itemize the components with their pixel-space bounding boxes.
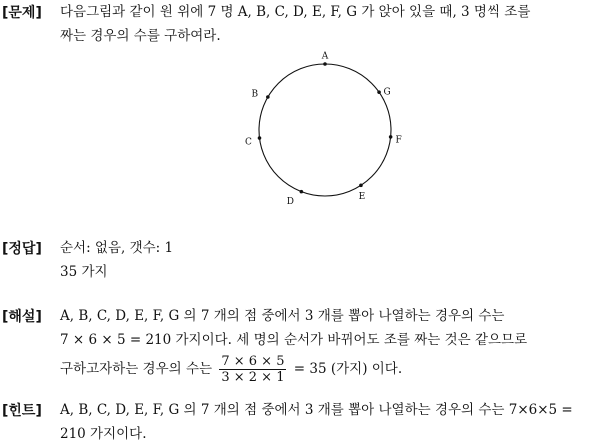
point-label-f: F [395,135,402,146]
hint-label: [힌트] [2,403,42,419]
problem-text-line-1: 다음그림과 같이 원 위에 7 명 A, B, C, D, E, F, G 가 앉아 있을 때, 3 명씩 조를 [60,4,531,20]
point-e [359,184,363,188]
fraction-numerator: 7 × 6 × 5 [221,354,285,369]
explanation-label: [해설] [2,309,42,325]
point-label-a: A [321,51,329,62]
problem-label: [문제] [2,5,42,21]
point-label-g: G [383,87,391,98]
point-c [258,136,262,140]
point-d [300,190,304,194]
point-label-c: C [245,137,252,148]
circle-figure [240,46,410,206]
answer-label: [정답] [2,241,42,257]
point-g [377,90,381,94]
point-b [266,95,270,99]
explanation-text-line-3 [60,354,586,385]
problem-text-line-2: 짜는 경우의 수를 구하여라. [60,28,221,44]
point-a [323,62,327,66]
fraction-denominator: 3 × 2 × 1 [221,370,285,385]
hint-text-line-2: 210 가지이다. [60,426,147,442]
circle [259,64,391,196]
hint-text-line-1: A, B, C, D, E, F, G 의 7 개의 점 중에서 3 개를 뽑아 나열하는 경우의 수는 7×6×5 = [60,402,573,418]
answer-text-line-1: 순서: 없음, 갯수: 1 [60,240,174,256]
explanation-text-line-2: 7 × 6 × 5 = 210 가지이다. 세 명의 순서가 바뀌어도 조를 짜는 것은 같으므로 [60,332,528,348]
point-label-d: D [286,197,294,206]
explanation-line-3-suffix: = 35 (가지) 이다. [293,361,403,377]
explanation-text-line-1: A, B, C, D, E, F, G 의 7 개의 점 중에서 3 개를 뽑아 나열하는 경우의 수는 [60,308,505,324]
fraction [219,354,286,385]
explanation-line-3-prefix: 구하고자하는 경우의 수는 [60,361,213,377]
point-label-e: E [358,191,366,202]
point-label-b: B [251,89,259,100]
answer-text-line-2: 35 가지 [60,264,108,280]
point-f [389,135,393,139]
